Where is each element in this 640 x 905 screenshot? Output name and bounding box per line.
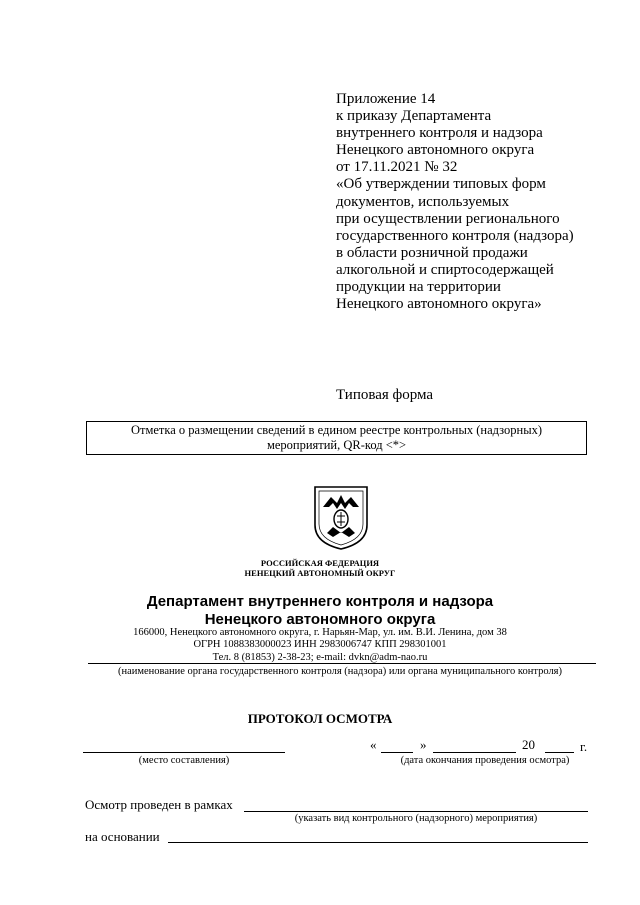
- basis-label: на основании: [85, 829, 160, 844]
- date-year-suffix: г.: [580, 739, 588, 754]
- date-caption: (дата окончания проведения осмотра): [400, 755, 570, 766]
- coat-of-arms-icon: [313, 485, 369, 551]
- qr-box-line: мероприятий, QR-код <*>: [266, 438, 407, 452]
- appendix-line: к приказу Департамента: [336, 108, 492, 125]
- date-month-field[interactable]: [433, 752, 516, 753]
- appendix-line: внутреннего контроля и надзора: [336, 125, 543, 142]
- appendix-line: документов, используемых: [336, 193, 510, 210]
- address-line: 166000, Ненецкого автономного округа, г. Нарьян-Мар, ул. им. В.И. Ленина, дом 38: [133, 627, 507, 638]
- appendix-line: при осуществлении регионального: [336, 210, 560, 227]
- appendix-line: от 17.11.2021 № 32: [336, 159, 458, 176]
- header-divider: [88, 663, 596, 664]
- form-type-label: Типовая форма: [336, 387, 434, 403]
- inspection-caption: (указать вид контрольного (надзорного) мероприятия): [294, 813, 538, 824]
- place-caption: (место составления): [138, 755, 230, 766]
- date-open-quote: «: [370, 737, 377, 752]
- date-day-field[interactable]: [381, 752, 413, 753]
- qr-code-box: [86, 421, 587, 455]
- appendix-line: алкогольной и спиртосодержащей: [336, 261, 554, 278]
- appendix-line: продукции на территории: [336, 279, 501, 296]
- inspection-label: Осмотр проведен в рамках: [85, 797, 233, 812]
- appendix-line: «Об утверждении типовых форм: [336, 176, 546, 193]
- basis-field[interactable]: [168, 842, 588, 843]
- date-year-field[interactable]: [545, 752, 574, 753]
- appendix-line: в области розничной продажи: [336, 244, 528, 261]
- document-title: ПРОТОКОЛ ОСМОТРА: [247, 711, 393, 726]
- department-contacts: [0, 627, 640, 664]
- appendix-line: Ненецкого автономного округа»: [336, 296, 542, 313]
- country-name: РОССИЙСКАЯ ФЕДЕРАЦИЯ: [260, 558, 380, 568]
- authority-caption: (наименование органа государственного контроля (надзора) или органа муниципального контроля): [117, 666, 563, 677]
- date-year-prefix: 20: [522, 737, 535, 752]
- registration-ids: ОГРН 1088383000023 ИНН 2983006747 КПП 298301001: [193, 639, 447, 651]
- date-close-quote: »: [420, 737, 427, 752]
- phone-email: Тел. 8 (81853) 2-38-23; e-mail: dvkn@adm-nao.ru: [212, 651, 428, 663]
- appendix-line: Ненецкого автономного округа: [336, 142, 535, 159]
- country-header: [0, 558, 640, 578]
- appendix-line: Приложение 14: [336, 91, 436, 107]
- department-line: Департамент внутреннего контроля и надзора: [146, 593, 494, 610]
- appendix-line: государственного контроля (надзора): [336, 227, 574, 244]
- place-field[interactable]: [83, 752, 285, 753]
- region-name: НЕНЕЦКИЙ АВТОНОМНЫЙ ОКРУГ: [244, 568, 396, 578]
- appendix-block: [336, 91, 626, 313]
- qr-box-line: Отметка о размещении сведений в едином реестре контрольных (надзорных): [130, 423, 543, 437]
- department-line: Ненецкого автономного округа: [204, 611, 436, 628]
- inspection-type-field[interactable]: [244, 811, 588, 812]
- department-name: [0, 593, 640, 629]
